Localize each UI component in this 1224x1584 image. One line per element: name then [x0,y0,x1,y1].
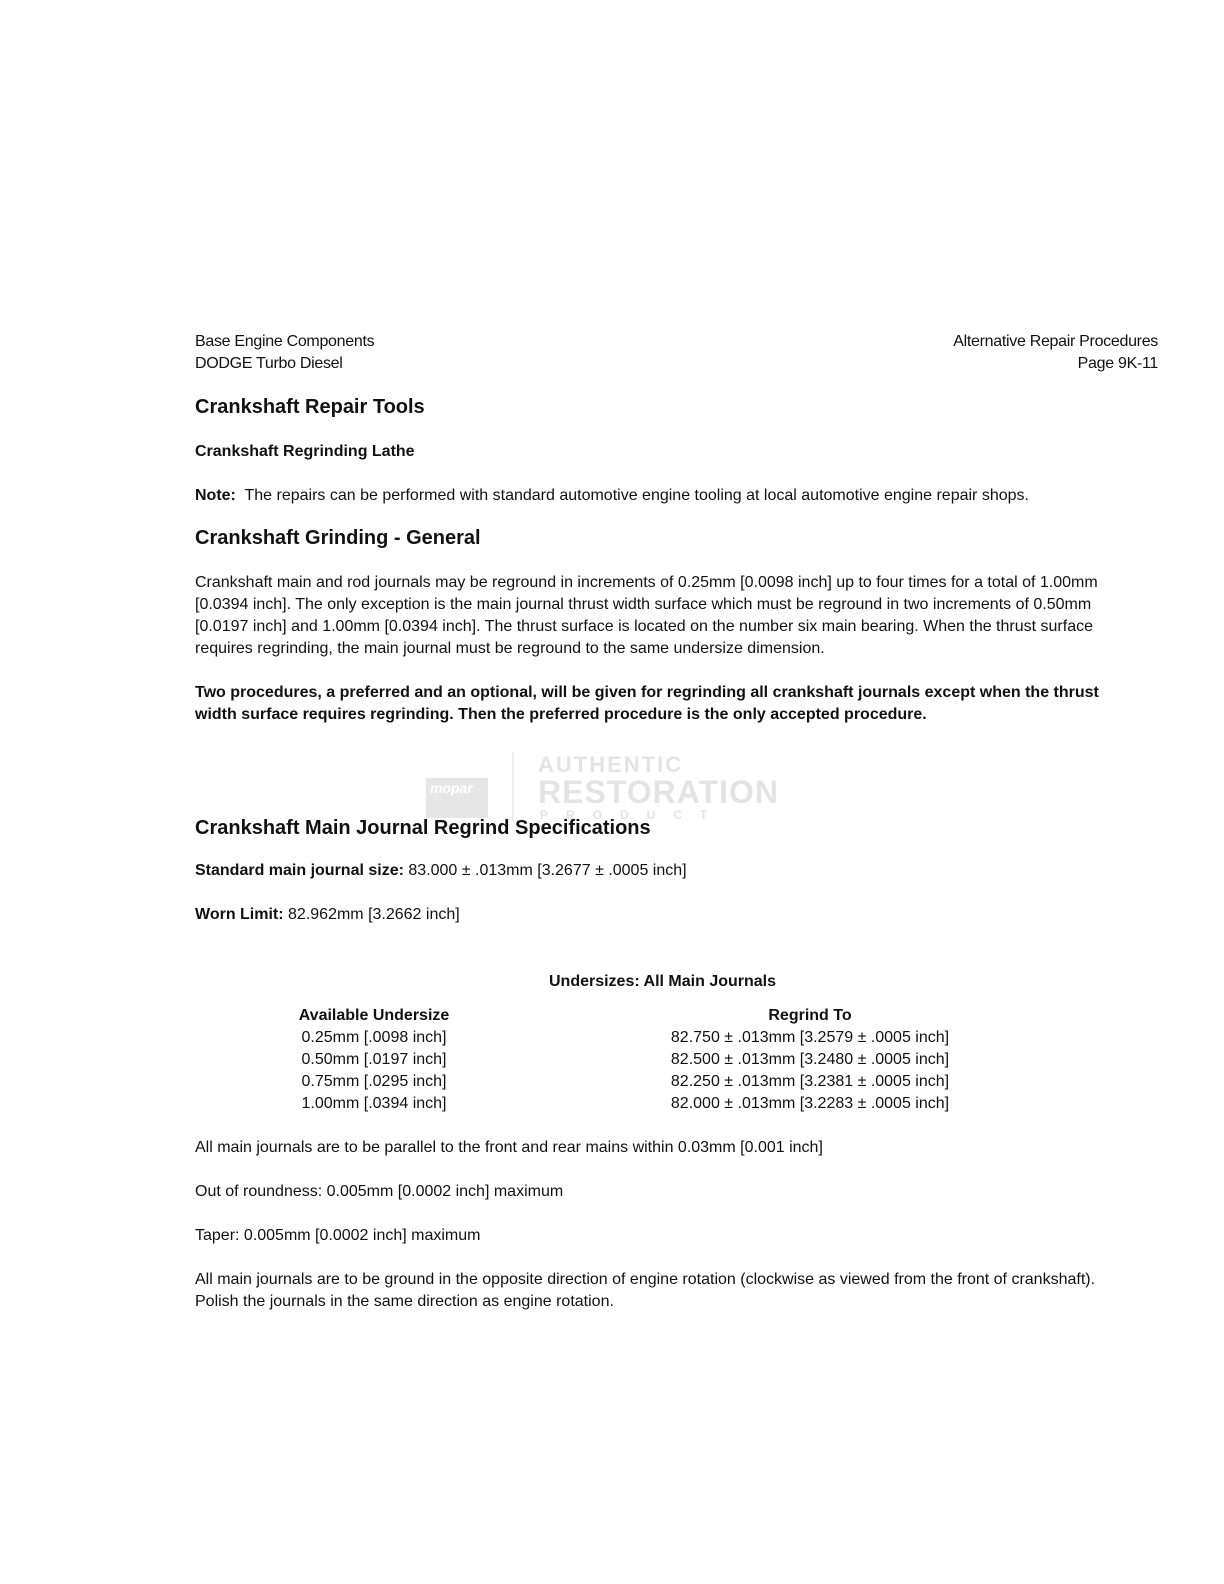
undersize-cell: 1.00mm [.0394 inch] [301,1095,447,1112]
standard-size-value: 83.000 ± .013mm [3.2677 ± .0005 inch] [408,862,687,879]
header-section-name: Base Engine Components [195,333,375,350]
undersize-cell: 0.50mm [.0197 inch] [301,1051,447,1068]
standard-size-line [195,860,1130,882]
undersize-cell: 0.25mm [.0098 inch] [301,1029,447,1046]
taper-spec-line: Taper: 0.005mm [0.0002 inch] maximum [195,1227,481,1244]
watermark-line2: RESTORATION [538,774,779,810]
undersize-cell: 0.75mm [.0295 inch] [301,1073,447,1090]
header-chapter-name: Alternative Repair Procedures [953,333,1158,350]
subtitle-regrinding-lathe: Crankshaft Regrinding Lathe [195,443,415,460]
standard-size-label: Standard main journal size: [195,862,404,879]
regrind-cell: 82.250 ± .013mm [3.2381 ± .0005 inch] [670,1073,950,1090]
mopar-logo-text: mopar [430,780,473,796]
note-text: The repairs can be performed with standard automotive engine tooling at local automotive engine repair shops. [244,487,1029,504]
worn-limit-line [195,904,1130,926]
document-body [195,393,1130,1313]
table-row [291,1071,967,1093]
note-paragraph [195,485,1130,507]
table-header-regrind: Regrind To [768,1007,852,1024]
watermark-line1: AUTHENTIC [538,752,684,777]
worn-limit-value: 82.962mm [3.2662 inch] [288,906,460,923]
section-title-grinding-general: Crankshaft Grinding - General [195,527,481,549]
note-label: Note: [195,487,236,504]
table-header-row [291,1005,967,1027]
regrind-cell: 82.500 ± .013mm [3.2480 ± .0005 inch] [670,1051,950,1068]
section-title-repair-tools: Crankshaft Repair Tools [195,396,425,418]
grinding-general-paragraph: Crankshaft main and rod journals may be reground in increments of 0.25mm [0.0098 inch] up to four times for a total of 1.00mm [0.0394 inch]. The only exception is the main journal thrust width surface which must be reground in two increments of 0.50mm [0.0197 inch] and 1.00mm [0.0394 inch]. The thrust surface is located on the number six main bearing. When the thrust surface requires regrinding, the main journal must be reground to the same undersize dimension. [195,574,1098,657]
worn-limit-label: Worn Limit: [195,906,284,923]
table-row [291,1093,967,1115]
undersize-table-title: Undersizes: All Main Journals [548,973,776,990]
table-row [291,1027,967,1049]
section-title-regrind-specs: Crankshaft Main Journal Regrind Specifications [195,817,651,839]
watermark-line3: PRODUCT [540,808,726,822]
grind-direction-paragraph: All main journals are to be ground in the opposite direction of engine rotation (clockwise as viewed from the front of crankshaft). Polish the journals in the same direction as engine rotation. [195,1271,1096,1310]
undersize-table [291,1005,967,1115]
table-header-undersize: Available Undersize [298,1007,450,1024]
header-right [953,331,1158,375]
page-number: Page 9K-11 [1077,355,1158,372]
procedures-paragraph: Two procedures, a preferred and an optional, will be given for regrinding all crankshaft journals except when the thrust width surface requires regrinding. Then the preferred procedure is the only accepted procedure. [195,684,1099,723]
regrind-cell: 82.750 ± .013mm [3.2579 ± .0005 inch] [670,1029,950,1046]
header-left [195,331,374,375]
header-vehicle-name: DODGE Turbo Diesel [195,355,343,372]
roundness-spec-line: Out of roundness: 0.005mm [0.0002 inch] maximum [195,1183,564,1200]
table-row [291,1049,967,1071]
regrind-cell: 82.000 ± .013mm [3.2283 ± .0005 inch] [670,1095,950,1112]
parallel-spec-line: All main journals are to be parallel to the front and rear mains within 0.03mm [0.001 inch] [195,1139,823,1156]
